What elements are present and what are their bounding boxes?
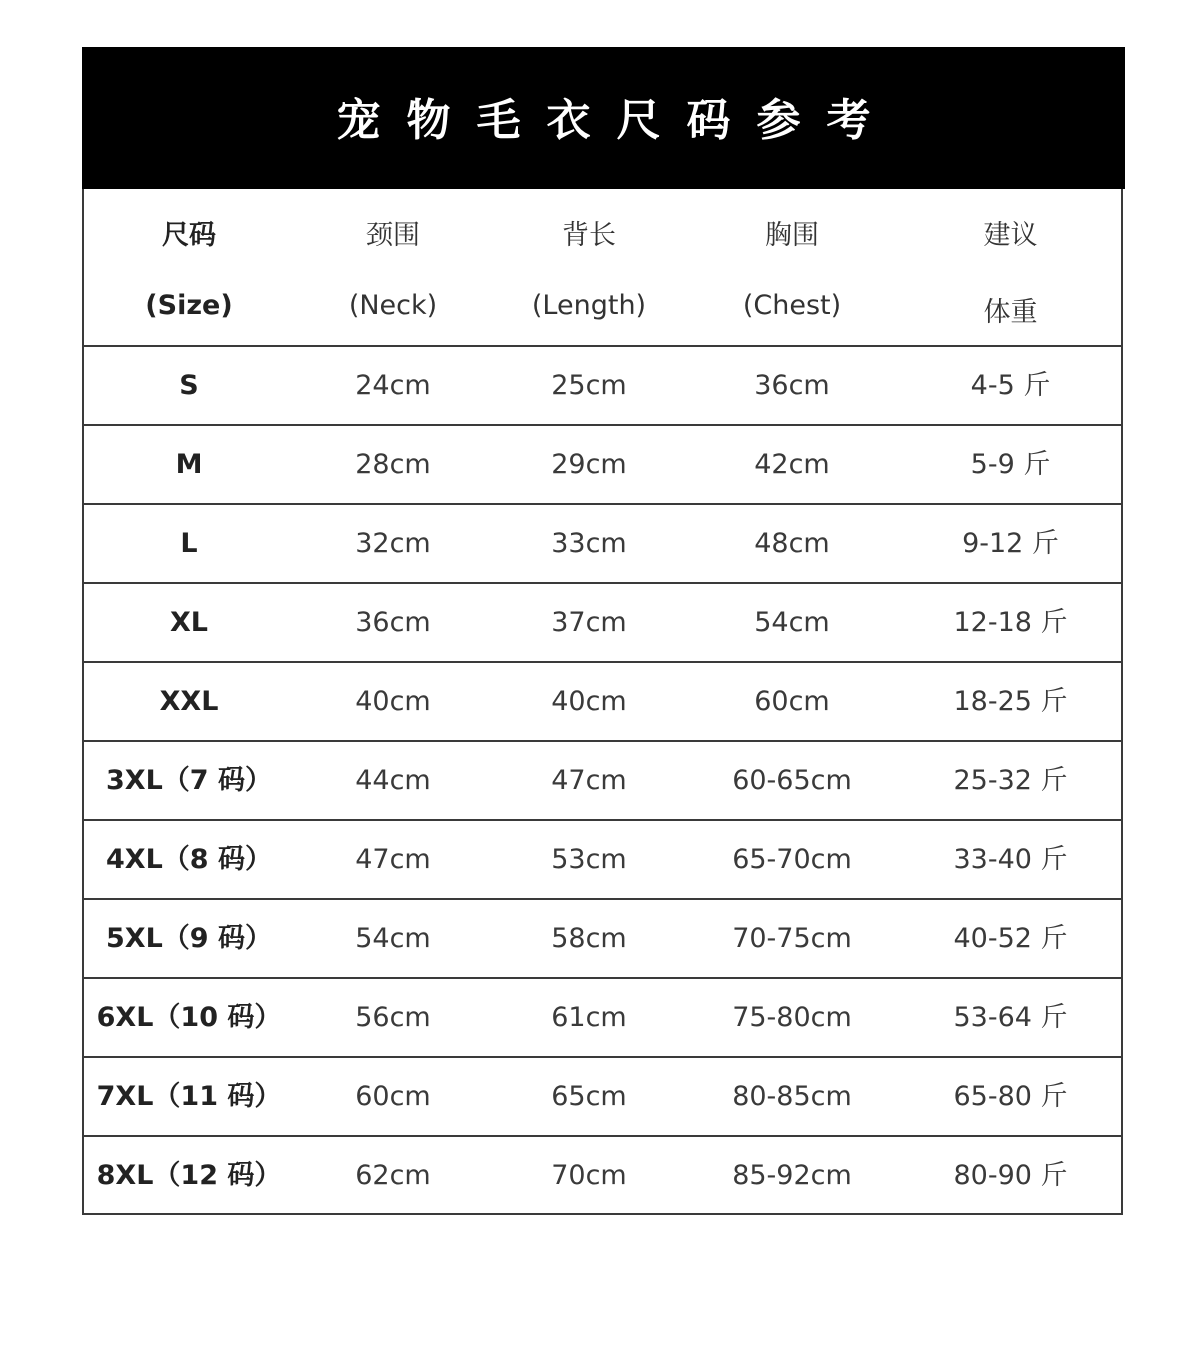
cell-size: 4XL（8 码） — [106, 844, 272, 875]
cell-neck: 44cm — [355, 765, 431, 796]
cell-size: 8XL（12 码） — [96, 1160, 282, 1191]
cell-length: 37cm — [551, 607, 627, 638]
cell-length: 29cm — [551, 449, 627, 480]
cell-size: XXL — [159, 686, 219, 717]
cell-chest: 60-65cm — [732, 765, 852, 796]
cell-chest: 65-70cm — [732, 844, 852, 875]
table-row — [84, 742, 1121, 821]
header-chest-label: 胸围 — [765, 220, 819, 251]
table-row — [84, 821, 1121, 900]
cell-neck: 60cm — [355, 1081, 431, 1112]
cell-size: 6XL（10 码） — [96, 1002, 282, 1033]
cell-chest: 85-92cm — [732, 1160, 852, 1191]
cell-chest: 70-75cm — [732, 923, 852, 954]
table-row — [84, 663, 1121, 742]
table-row — [84, 1058, 1121, 1137]
cell-length: 25cm — [551, 370, 627, 401]
cell-size: XL — [169, 607, 209, 638]
chart-title: 宠物毛衣尺码参考 — [336, 95, 897, 146]
cell-chest: 42cm — [754, 449, 830, 480]
table-row — [84, 1137, 1121, 1216]
cell-weight: 18-25 斤 — [953, 686, 1068, 717]
cell-neck: 54cm — [355, 923, 431, 954]
cell-neck: 24cm — [355, 370, 431, 401]
cell-neck: 47cm — [355, 844, 431, 875]
table-body — [84, 347, 1121, 1216]
cell-weight: 80-90 斤 — [953, 1160, 1068, 1191]
cell-size: 7XL（11 码） — [96, 1081, 282, 1112]
header-neck — [294, 189, 492, 345]
cell-neck: 62cm — [355, 1160, 431, 1191]
header-size-label-en: (Size) — [145, 290, 233, 321]
header-neck-label: 颈围 — [366, 220, 420, 251]
table-row — [84, 505, 1121, 584]
cell-length: 47cm — [551, 765, 627, 796]
header-length-label: 背长 — [562, 220, 616, 251]
cell-weight: 4-5 斤 — [970, 370, 1051, 401]
table-row — [84, 426, 1121, 505]
cell-length: 58cm — [551, 923, 627, 954]
cell-chest: 75-80cm — [732, 1002, 852, 1033]
cell-weight: 65-80 斤 — [953, 1081, 1068, 1112]
cell-neck: 56cm — [355, 1002, 431, 1033]
cell-length: 70cm — [551, 1160, 627, 1191]
header-length — [492, 189, 686, 345]
header-chest — [686, 189, 898, 345]
cell-weight: 12-18 斤 — [953, 607, 1068, 638]
cell-chest: 60cm — [754, 686, 830, 717]
header-neck-label-en: (Neck) — [348, 290, 438, 321]
cell-length: 40cm — [551, 686, 627, 717]
cell-length: 61cm — [551, 1002, 627, 1033]
cell-size: S — [179, 370, 199, 401]
cell-chest: 48cm — [754, 528, 830, 559]
cell-weight: 5-9 斤 — [970, 449, 1051, 480]
cell-weight: 33-40 斤 — [953, 844, 1068, 875]
header-size — [84, 189, 294, 345]
cell-length: 33cm — [551, 528, 627, 559]
header-weight-label: 建议 — [983, 220, 1038, 251]
header-weight — [898, 189, 1123, 345]
table-row — [84, 347, 1121, 426]
header-chest-label-en: (Chest) — [742, 290, 842, 321]
header-weight-label-2: 体重 — [983, 297, 1038, 328]
cell-size: L — [180, 528, 198, 559]
cell-neck: 40cm — [355, 686, 431, 717]
cell-neck: 32cm — [355, 528, 431, 559]
table-row — [84, 584, 1121, 663]
cell-neck: 28cm — [355, 449, 431, 480]
cell-length: 65cm — [551, 1081, 627, 1112]
cell-size: M — [175, 449, 203, 480]
table-row — [84, 979, 1121, 1058]
cell-size: 3XL（7 码） — [106, 765, 272, 796]
cell-neck: 36cm — [355, 607, 431, 638]
cell-weight: 9-12 斤 — [962, 528, 1059, 559]
header-size-label: 尺码 — [162, 220, 216, 251]
size-chart — [82, 47, 1123, 1215]
cell-chest: 36cm — [754, 370, 830, 401]
cell-weight: 40-52 斤 — [953, 923, 1068, 954]
cell-weight: 53-64 斤 — [953, 1002, 1068, 1033]
title-bar — [82, 47, 1125, 189]
cell-weight: 25-32 斤 — [953, 765, 1068, 796]
cell-length: 53cm — [551, 844, 627, 875]
header-length-label-en: (Length) — [531, 290, 647, 321]
cell-chest: 54cm — [754, 607, 830, 638]
table-row — [84, 900, 1121, 979]
cell-chest: 80-85cm — [732, 1081, 852, 1112]
table-header — [84, 189, 1121, 347]
cell-size: 5XL（9 码） — [106, 923, 272, 954]
